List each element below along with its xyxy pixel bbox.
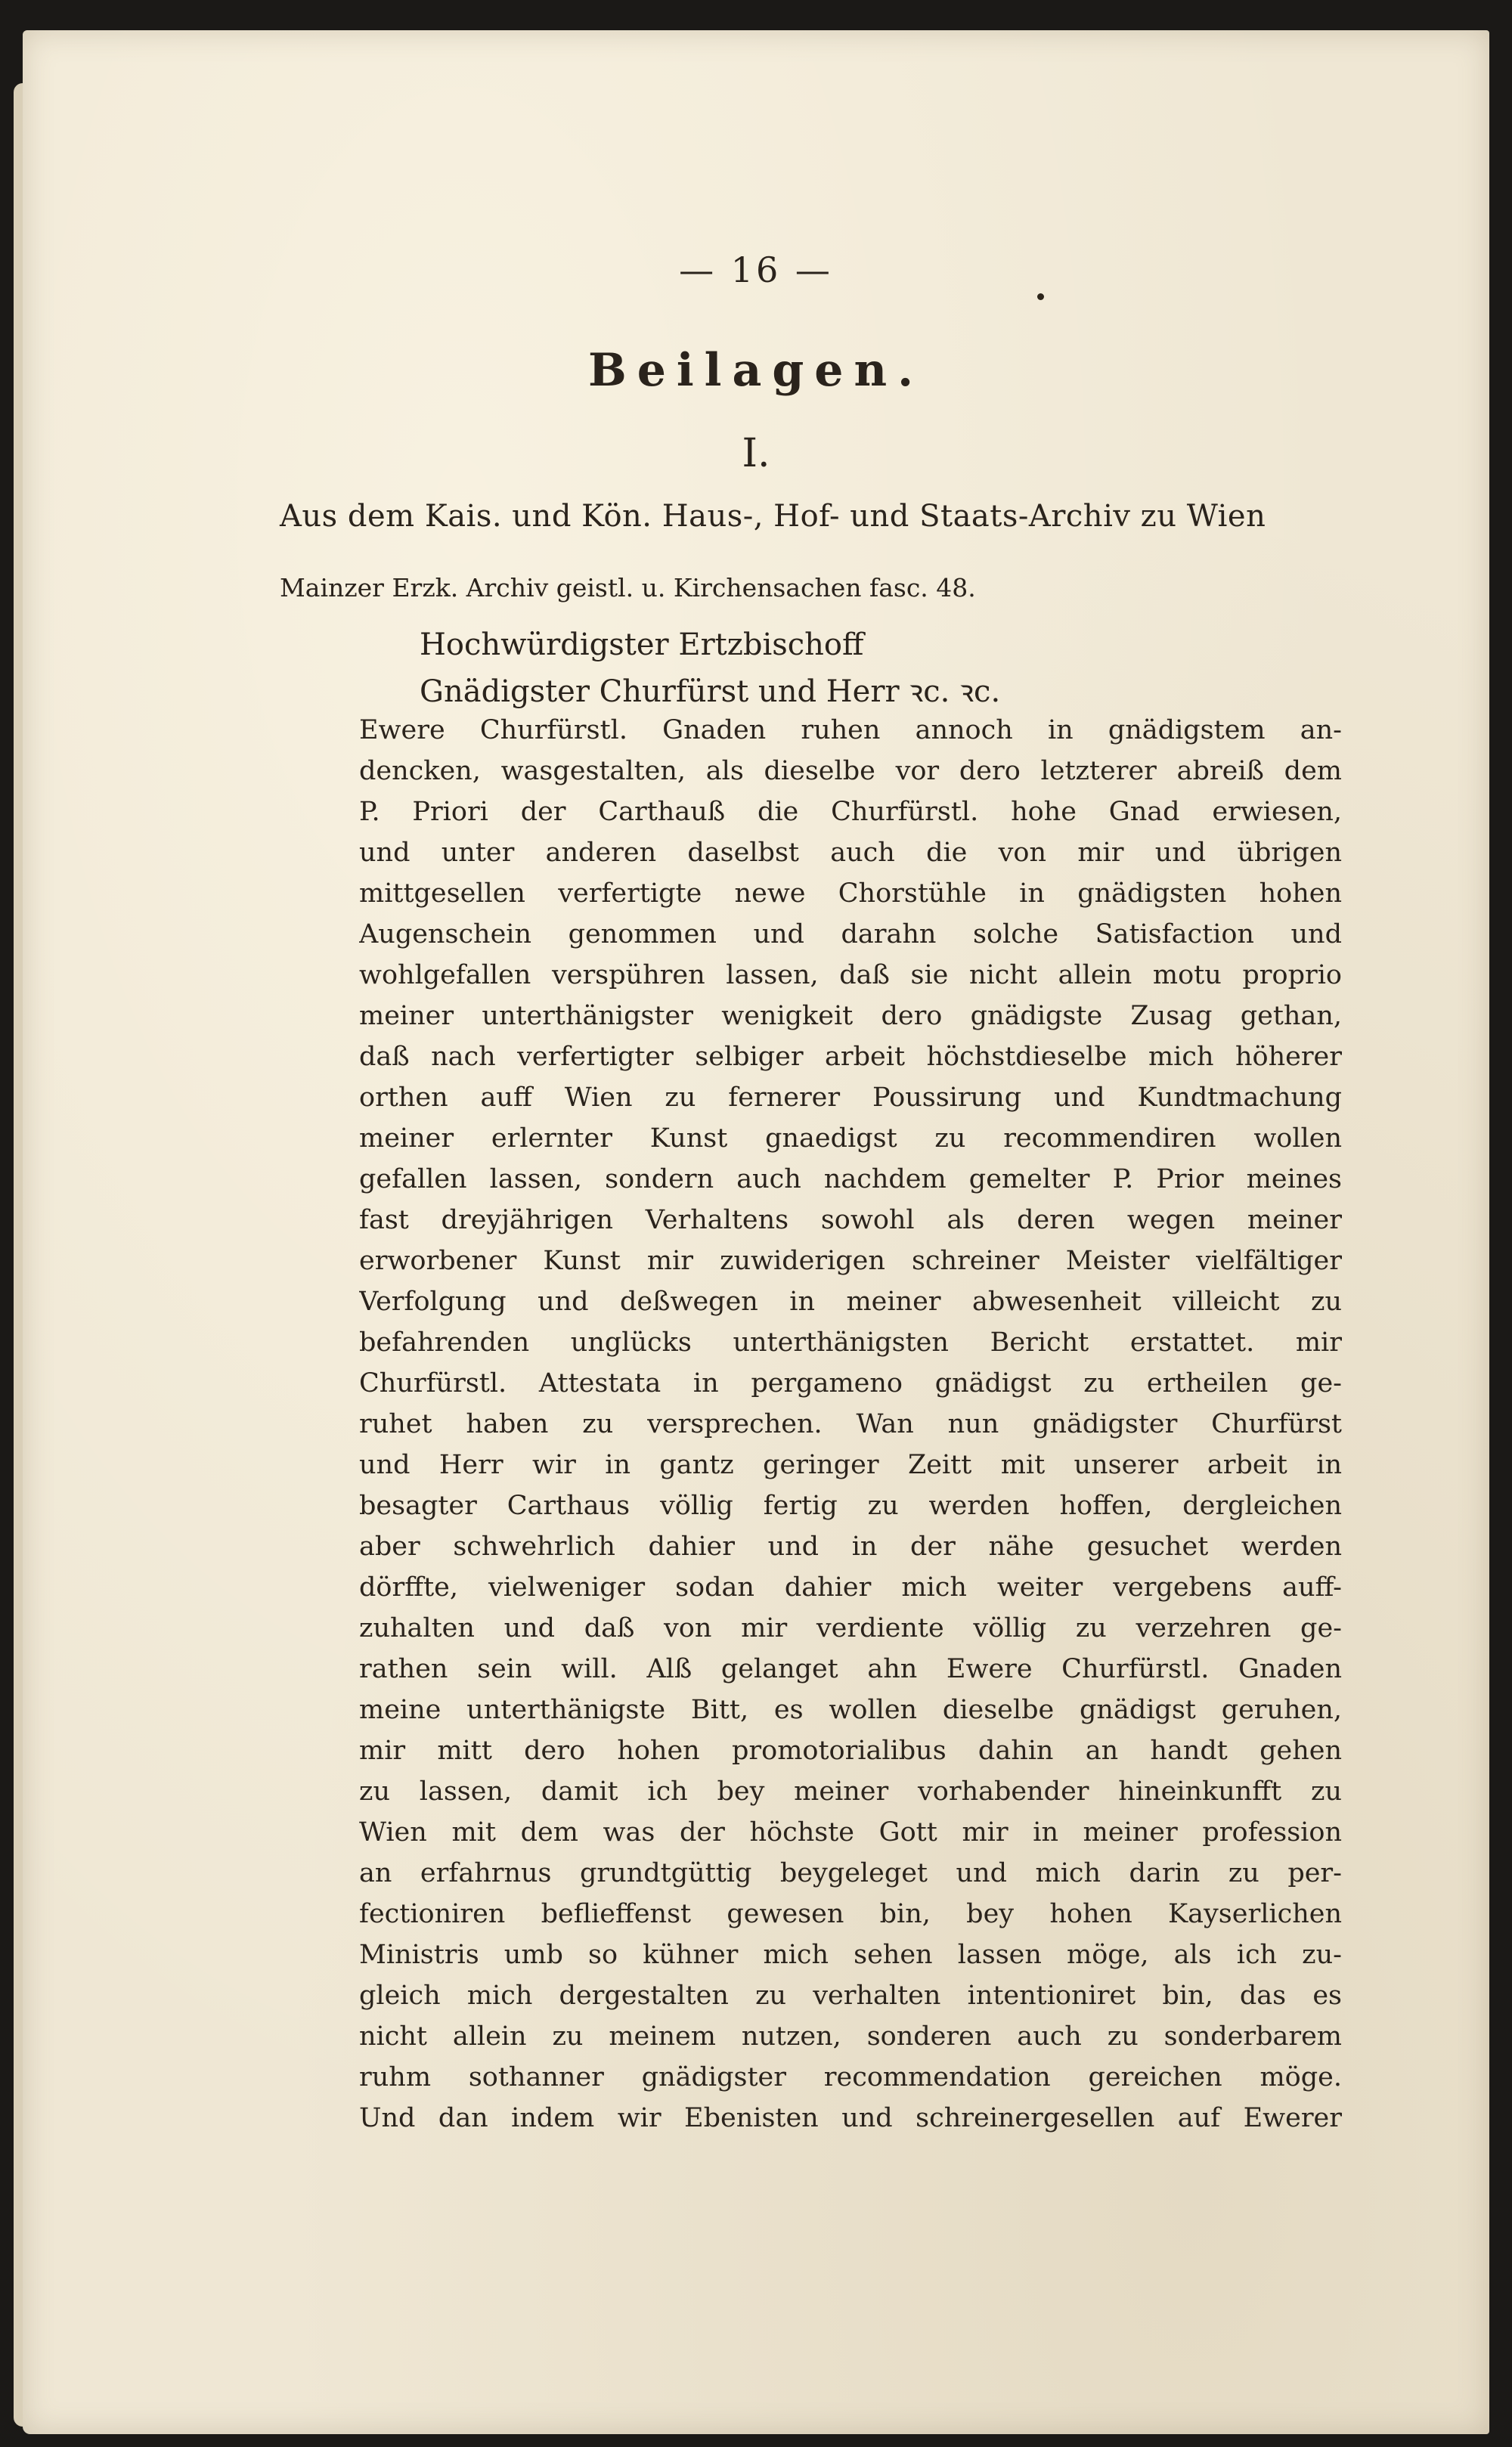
body-line: nicht allein zu meinem nutzen, sonderen auch zu sonderbarem [359,2021,1342,2052]
body-line: Augenschein genommen und darahn solche Satisfaction und [359,919,1342,949]
section-heading: Beilagen. [588,344,924,397]
page-number: — 16 — [679,249,833,290]
body-line: Churfürstl. Attestata in pergameno gnädigst zu ertheilen ge- [359,1368,1342,1399]
body-line: dörffte, vielweniger sodan dahier mich weiter vergebens auff- [359,1572,1342,1603]
archive-reference: Mainzer Erzk. Archiv geistl. u. Kirchensachen fasc. 48. [280,573,976,602]
body-line: Und dan indem wir Ebenisten und schreinergesellen auf Ewerer [359,2103,1342,2133]
body-line: orthen auff Wien zu fernerer Poussirung und Kundtmachung [359,1083,1342,1113]
body-line: aber schwehrlich dahier und in der nähe gesuchet werden [359,1532,1342,1562]
body-line: Ewere Churfürstl. Gnaden ruhen annoch in gnädigstem an- [359,715,1342,745]
body-line: daß nach verfertigter selbiger arbeit höchstdieselbe mich höherer [359,1042,1342,1072]
body-line: ruhm sothanner gnädigster recommendation gereichen möge. [359,2062,1342,2092]
salutation-line-1: Hochwürdigster Ertzbischoff [420,627,864,662]
ink-speck [1037,293,1044,300]
body-line: gefallen lassen, sondern auch nachdem gemelter P. Prior meines [359,1164,1342,1194]
body-line: erworbener Kunst mir zuwiderigen schreiner Meister vielfältiger [359,1246,1342,1276]
body-line: meiner unterthänigster wenigkeit dero gnädigste Zusag gethan, [359,1001,1342,1031]
body-line: Wien mit dem was der höchste Gott mir in meiner profession [359,1817,1342,1848]
body-line: meine unterthänigste Bitt, es wollen dieselbe gnädigst geruhen, [359,1695,1342,1725]
body-line: gleich mich dergestalten zu verhalten intentioniret bin, das es [359,1981,1342,2011]
body-line: mir mitt dero hohen promotorialibus dahin an handt gehen [359,1736,1342,1766]
body-line: zuhalten und daß von mir verdiente völlig zu verzehren ge- [359,1613,1342,1643]
salutation-line-2: Gnädigster Churfürst und Herr ꝛc. ꝛc. [420,674,1001,709]
body-line: fast dreyjährigen Verhaltens sowohl als deren wegen meiner [359,1205,1342,1235]
body-line: dencken, wasgestalten, als dieselbe vor dero letzterer abreiß dem [359,756,1342,786]
body-line: Verfolgung und deßwegen in meiner abwesenheit villeicht zu [359,1287,1342,1317]
body-line: ruhet haben zu versprechen. Wan nun gnädigster Churfürst [359,1409,1342,1439]
body-line: und Herr wir in gantz geringer Zeitt mit unserer arbeit in [359,1450,1342,1480]
body-line: rathen sein will. Alß gelanget ahn Ewere Churfürstl. Gnaden [359,1654,1342,1684]
body-line: fectioniren beflieffenst gewesen bin, bey hohen Kayserlichen [359,1899,1342,1929]
body-line: meiner erlernter Kunst gnaedigst zu recommendiren wollen [359,1123,1342,1154]
body-line: wohlgefallen verspühren lassen, daß sie nicht allein motu proprio [359,960,1342,990]
body-line: P. Priori der Carthauß die Churfürstl. hohe Gnad erwiesen, [359,797,1342,827]
body-line: an erfahrnus grundtgüttig beygeleget und mich darin zu per- [359,1858,1342,1888]
archive-source-line: Aus dem Kais. und Kön. Haus-, Hof- und Staats-Archiv zu Wien [280,499,1266,534]
section-numeral: I. [742,431,770,476]
body-line: Ministris umb so kühner mich sehen lassen möge, als ich zu- [359,1940,1342,1970]
body-line: befahrenden unglücks unterthänigsten Bericht erstattet. mir [359,1327,1342,1358]
body-line: mittgesellen verfertigte newe Chorstühle in gnädigsten hohen [359,878,1342,909]
body-line: besagter Carthaus völlig fertig zu werden hoffen, dergleichen [359,1491,1342,1521]
body-line: zu lassen, damit ich bey meiner vorhabender hineinkunfft zu [359,1776,1342,1807]
body-line: und unter anderen daselbst auch die von mir und übrigen [359,838,1342,868]
